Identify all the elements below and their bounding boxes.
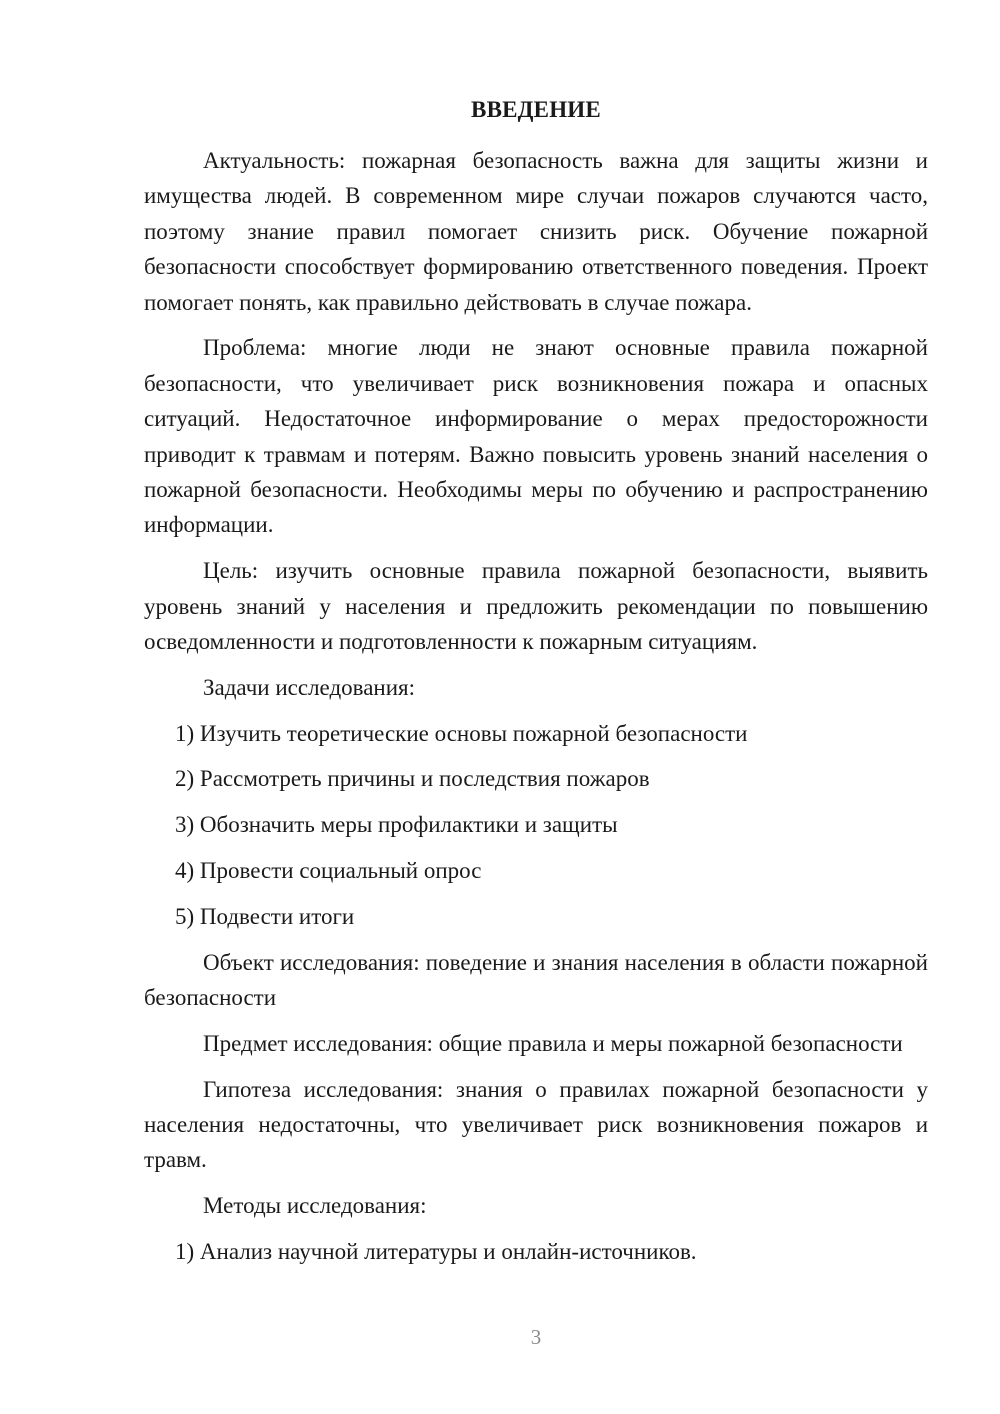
list-item-task-2: 2) Рассмотреть причины и последствия пожаров [175, 766, 650, 792]
paragraph-hypothesis: Гипотеза исследования: знания о правилах пожарной безопасности у населения недостаточны, что увеличивает риск возникновения пожаров и травм. [144, 1076, 928, 1173]
list-item-method-1: 1) Анализ научной литературы и онлайн-источников. [175, 1239, 697, 1265]
paragraph-relevance: Актуальность: пожарная безопасность важна для защиты жизни и имущества людей. В современном мире случаи пожаров случаются часто, поэтому знание правил помогает снизить риск. Обучение пожарной безопасности способствует формированию ответственного поведения. Проект помогает понять, как правильно действовать в случае пожара. [144, 148, 928, 315]
paragraph-subject: Предмет исследования: общие правила и меры пожарной безопасности [203, 1030, 903, 1056]
paragraph-tasks-heading: Задачи исследования: [203, 674, 416, 700]
list-item-task-5: 5) Подвести итоги [175, 903, 355, 929]
paragraph-goal: Цель: изучить основные правила пожарной безопасности, выявить уровень знаний у населения и предложить рекомендации по повышению осведомленности и подготовленности к пожарным ситуациям. [144, 558, 928, 655]
list-item-task-4: 4) Провести социальный опрос [175, 858, 482, 884]
list-item-task-1: 1) Изучить теоретические основы пожарной безопасности [175, 720, 748, 746]
paragraph-methods-heading: Методы исследования: [203, 1193, 427, 1219]
document-body [144, 143, 928, 1269]
page-heading: ВВЕДЕНИЕ [471, 97, 601, 122]
page-number: 3 [530, 1325, 542, 1349]
list-item-task-3: 3) Обозначить меры профилактики и защиты [175, 812, 618, 838]
paragraph-object: Объект исследования: поведение и знания населения в области пожарной безопасности [144, 949, 928, 1011]
paragraph-problem: Проблема: многие люди не знают основные правила пожарной безопасности, что увеличивает риск возникновения пожара и опасных ситуаций. Недостаточное информирование о мерах предосторожности приводит к травмам и потерям. Важно повысить уровень знаний населения о пожарной безопасности. Необходимы меры по обучению и распространению информации. [144, 335, 928, 538]
